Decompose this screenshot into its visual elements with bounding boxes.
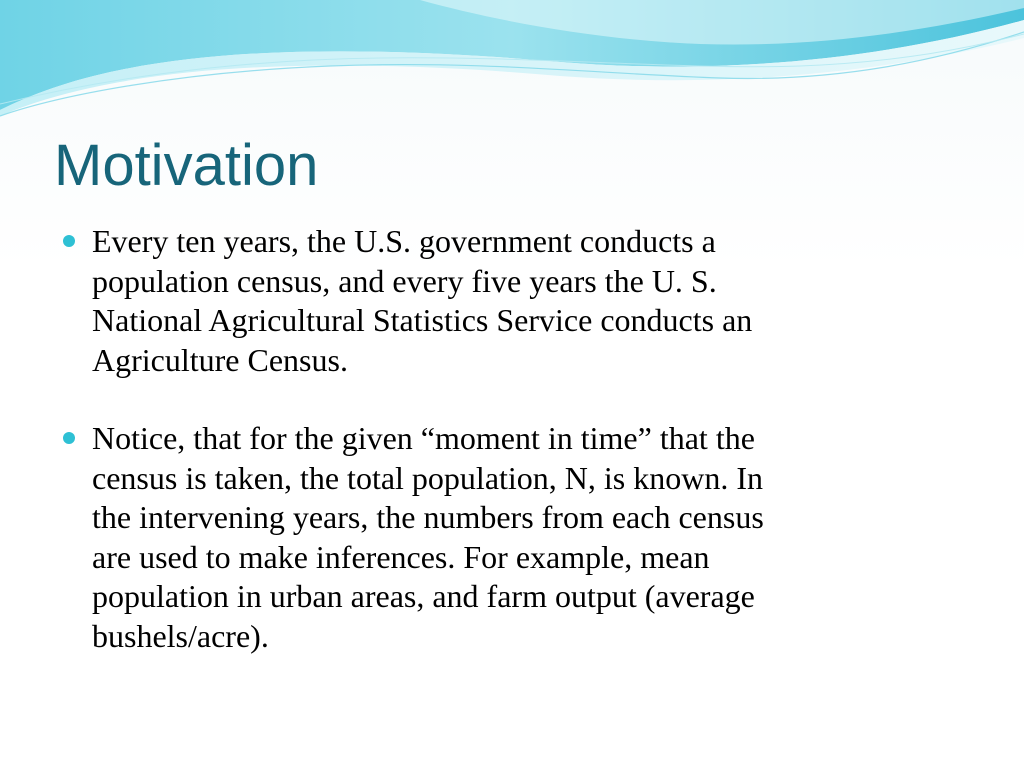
bullet-text: Notice, that for the given “moment in time” that the census is taken, the total population, N, is known. In the intervening years, the numbers from each census are used to make inferences. For example, mean population in urban areas, and farm output (average bushels/acre). — [92, 420, 764, 654]
decorative-wave-banner — [0, 0, 1024, 130]
bullet-text: Every ten years, the U.S. government conducts a population census, and every five years the U. S. National Agricultural Statistics Service conducts an Agriculture Census. — [92, 223, 753, 378]
bullet-dot-icon — [63, 235, 75, 247]
bullet-list — [62, 222, 962, 656]
slide-title: Motivation — [54, 133, 319, 198]
bullet-item — [62, 222, 962, 380]
bullet-dot-icon — [63, 432, 75, 444]
bullet-item — [62, 419, 962, 656]
